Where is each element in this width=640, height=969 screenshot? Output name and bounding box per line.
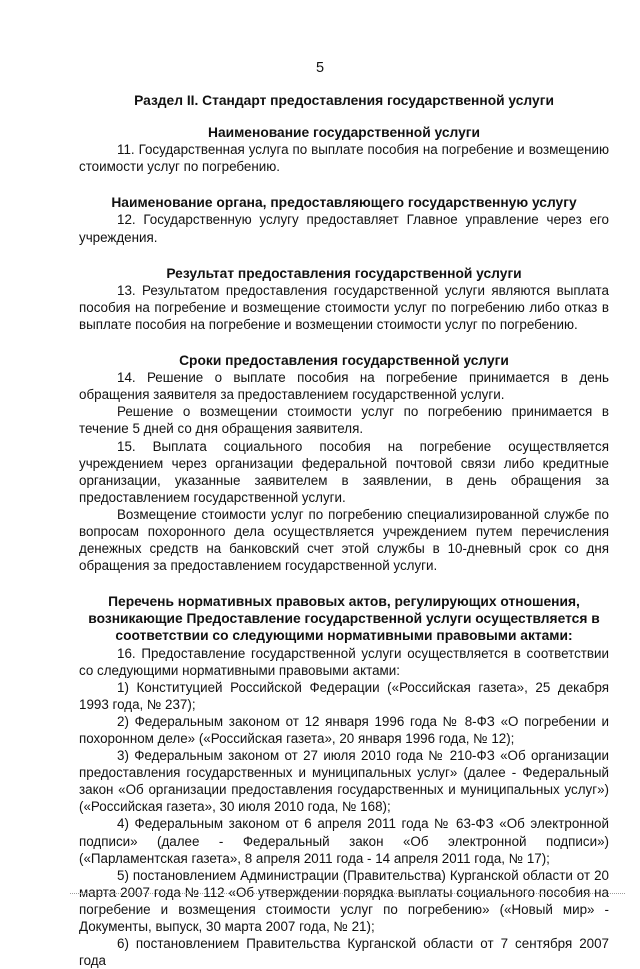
paragraph: 14. Решение о выплате пособия на погребение принимается в день обращения заявителя за предоставлением государственной услуги.	[79, 370, 609, 403]
paragraph: Возмещение стоимости услуг по погребению специализированной службе по вопросам похоронного дела осуществляется учреждением путем перечисления денежных средств на банковский счет этой службы в 10-дневный срок со дня обращения за предоставлением государственной услуги.	[79, 506, 609, 574]
page-bottom-divider	[70, 893, 625, 894]
list-item: 6) постановлением Правительства Курганской области от 7 сентября 2007 года	[79, 936, 609, 969]
paragraph: 11. Государственная услуга по выплате пособия на погребение и возмещению стоимости услуг по погребению.	[79, 142, 609, 175]
block-heading-result: Результат предоставления государственной услуги	[166, 265, 522, 281]
paragraph: 12. Государственную услугу предоставляет Главное управление через его учреждения.	[79, 212, 609, 245]
block-heading-legal-acts: Перечень нормативных правовых актов, регулирующих отношения, возникающие Предоставление государственной услуги осуществляется в соответствии со следующими нормативными правовыми актами:	[88, 594, 600, 644]
block-heading-authority: Наименование органа, предоставляющего государственную услугу	[111, 195, 577, 211]
page-number: 5	[315, 60, 325, 76]
block-heading-service-name: Наименование государственной услуги	[207, 125, 481, 141]
paragraph: 13. Результатом предоставления государственной услуги являются выплата пособия на погребение и возмещение стоимости услуг по погребению либо отказ в выплате пособия на погребение и возмещении стоимости услуг по погребению.	[79, 282, 609, 332]
block-heading-terms: Сроки предоставления государственной услуги	[179, 353, 509, 369]
section-title: Раздел II. Стандарт предоставления государственной услуги	[134, 93, 554, 108]
paragraph: 15. Выплата социального пособия на погребение осуществляется учреждением через организации федеральной почтовой связи либо кредитные организации, указанные заявителем в заявлении, в день обращения за предоставлением государственной услуги.	[79, 438, 609, 505]
list-item: 1) Конституцией Российской Федерации («Российская газета», 25 декабря 1993 года, № 237);	[79, 679, 609, 712]
list-item: 3) Федеральным законом от 27 июля 2010 года № 210-ФЗ «Об организации предоставления государственных и муниципальных услуг» (далее - Федеральный закон «Об организации предоставления государственных и муниципальных услуг») («Российская газета», 30 июля 2010 года, № 168);	[79, 748, 609, 815]
document-body	[79, 92, 609, 969]
list-item: 5) постановлением Администрации (Правительства) Курганской области от 20 марта 2007 года № 112 «Об утверждении порядка выплаты социального пособия на погребение и возмещения стоимости услуг по погребению» («Новый мир» - Документы, выпуск, 30 марта 2007 года, № 21);	[79, 867, 609, 935]
paragraph: Решение о возмещении стоимости услуг по погребению принимается в течение 5 дней со дня обращения заявителя.	[79, 404, 609, 437]
list-item: 4) Федеральным законом от 6 апреля 2011 года № 63-ФЗ «Об электронной подписи» (далее - Федеральный закон «Об электронной подписи») («Парламентская газета», 8 апреля 2011 года - 14 апреля 2011 года, № 17);	[79, 816, 609, 866]
paragraph: 16. Предоставление государственной услуги осуществляется в соответствии со следующими нормативными правовыми актами:	[79, 645, 609, 678]
list-item: 2) Федеральным законом от 12 января 1996 года № 8-ФЗ «О погребении и похоронном деле» («Российская газета», 20 января 1996 года, № 12);	[79, 713, 609, 746]
